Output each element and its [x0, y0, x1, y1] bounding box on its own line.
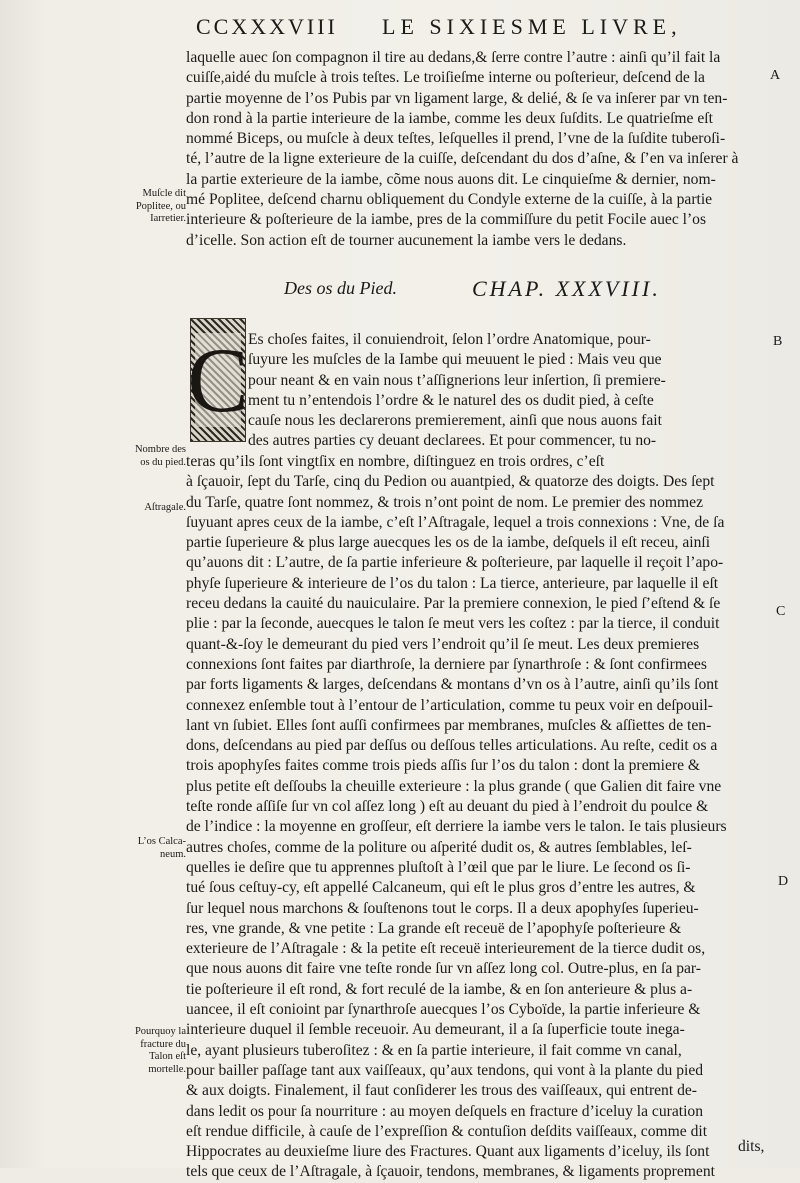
text-line: interieure duquel il ſemble receuoir. Au demeurant, il a ſa ſuperficie toute inega- — [186, 1021, 685, 1039]
text-line: lant vn ſubiet. Elles ſont auſſi confirmees par membranes, muſcles & aſſiettes de ten- — [186, 716, 712, 734]
text-line: interieure & poſterieure de la iambe, pres de la commiſſure du petit Focile auec l’os — [186, 211, 707, 229]
text-line: trois apophyſes faites comme trois pieds aſſis ſur l’os du talon : dont la premiere & — [186, 757, 701, 775]
text-line: res, vne grande, & vne petite : La grande eſt receuë de l’apophyſe poſterieure & — [186, 919, 682, 937]
text-line: le, ayant plusieurs tuberoſitez : & en ſa partie interieure, il fait comme vn canal, — [186, 1041, 682, 1059]
text-line: ſuyuant apres ceux de la iambe, c’eſt l’Aſtragale, lequel a trois connexions : Vne, de ſa — [186, 513, 725, 531]
text-line: tué ſous ceſtuy-cy, eſt appellé Calcaneum, qui eſt le plus gros d’entre les autres, & — [186, 879, 696, 897]
text-line: exterieure de l’Aſtragale : & la petite eſt receuë interieurement de la tierce dudit os, — [186, 940, 706, 958]
margin-note-astragale — [112, 502, 186, 515]
initial-letter: C — [187, 329, 249, 431]
text-line: partie moyenne de l’os Pubis par vn ligament large, & delié, & ſe va inſerer par vn ten- — [186, 89, 728, 107]
text-line: cuiſſe,aidé du muſcle à trois teſtes. Le troiſieſme interne ou poſterieur, deſcend de la — [186, 69, 705, 87]
text-line: connexez enſemble tout à l’entour de l’articulation, comme tu peux voir en deſpouil- — [186, 696, 713, 714]
text-line: qu’auons dit : L’autre, de ſa partie inferieure & poſterieure, par laquelle il reçoit l’apo- — [186, 554, 724, 572]
text-line: Hippocrates au deuxieſme liure des Fractures. Quant aux ligaments d’iceluy, ils ſont — [186, 1143, 710, 1161]
book-title: LE SIXIESME LIVRE, — [382, 14, 682, 39]
text-line: par forts ligaments & larges, deſcendans & montans d’vn os à l’autre, ainſi qu’ils ſont — [186, 676, 719, 694]
text-line: dons, deſcendans au pied par deſſus ou deſſous telles articulations. Au reſte, cedit os a — [186, 737, 718, 755]
text-line: teſte ronde aſſiſe ſur vn col aſſez long ) eſt au deuant du pied à l’endroit du poulce & — [186, 798, 709, 816]
paragraph-intro — [248, 330, 778, 452]
text-line: uancee, il eſt conioint par ſynarthroſe auecques l’os Cyboïde, la partie inferieure & — [186, 1001, 701, 1019]
text-line: phyſe ſuperieure & interieure de l’os du talon : La tierce, anterieure, par laquelle il eſt — [186, 574, 719, 592]
margin-note-line: Aſtragale. — [144, 502, 186, 513]
paragraph-foot-bones — [186, 452, 778, 1183]
text-line: quant-&-ſoy le demeurant du pied vers l’endroit qu’il ſe meut. Les deux premieres — [186, 635, 700, 653]
margin-note-fracture — [112, 1026, 186, 1076]
text-line: ſuyure les muſcles de la Iambe qui meuuent le pied : Mais veu que — [248, 351, 662, 369]
text-line: & aux doigts. Finalement, il faut conſiderer les trous des vaiſſeaux, qui entrent de- — [186, 1082, 697, 1100]
margin-note-line: mortelle. — [148, 1063, 186, 1075]
text-line: pour neant & en vain nous t’aſſignerions leur inſertion, ſi premiere- — [248, 371, 666, 389]
text-line: eſt rendue difficile, à cauſe de l’expreſſion & contuſion deſdits vaiſſeaux, comme dit — [186, 1122, 708, 1140]
margin-note-line: Talon eſt — [149, 1051, 186, 1062]
text-line: plie : par la ſeconde, auecques le talon ſe meut vers les coſtez : par la tierce, il conduit — [186, 615, 720, 633]
margin-note-nombre — [112, 444, 186, 469]
text-line: plus petite eſt deſſoubs la cheuille exterieure : la plus grande ( que Galien dit faire vne — [186, 777, 722, 795]
text-line: don rond à la partie interieure de la iambe, comme les deux ſuſdits. Le quatrieſme eſt — [186, 109, 713, 127]
text-line: cauſe nous les declarerons premierement, ainſi que nous auons fait — [248, 412, 662, 430]
text-line: de l’indice : la moyenne en groſſeur, eſt derriere la iambe vers le talon. Ie tais plusieurs — [186, 818, 727, 836]
text-line: du Tarſe, quatre ſont nommez, & trois n’ont point de nom. Le premier des nommez — [186, 493, 703, 511]
text-line: receu dedans la cauité du nauiculaire. Par la premiere connexion, le pied ſ’eſtend & ſe — [186, 595, 721, 613]
margin-note-calcaneum — [112, 836, 186, 861]
text-line: que nous auons dit faire vne teſte ronde ſur vn aſſez long col. Outre-plus, en ſa par- — [186, 960, 701, 978]
margin-note-line: Muſcle dit — [142, 188, 186, 199]
text-line: ment tu n’entendois l’ordre & le naturel des os dudit pied, à ceſte — [248, 391, 654, 409]
chapter-heading — [186, 276, 746, 306]
margin-note-line: Iarretier. — [150, 213, 186, 224]
margin-letter-c: C — [776, 604, 786, 619]
margin-note-poplitee — [112, 188, 186, 226]
margin-note-line: fracture du — [140, 1038, 186, 1050]
text-line: à ſçauoir, ſept du Tarſe, cinq du Pedion ou auantpied, & quatorze des doigts. Des ſept — [186, 473, 715, 491]
chapter-number: CHAP. XXXVIII. — [472, 276, 661, 301]
text-line: partie ſuperieure & plus large auecques les os de la iambe, deſquels il eſt receu, ainſi — [186, 534, 711, 552]
text-line: d’icelle. Son action eſt de tourner aucunement la iambe vers le dedans. — [186, 231, 627, 249]
text-line: autres choſes, comme de la politure ou aſperité dudit os, & autres ſemblables, leſ- — [186, 838, 692, 856]
text-line: connexions ſont faites par diarthroſe, la derniere par ſynarthroſe : & ſont confirmees — [186, 655, 707, 673]
margin-letter-d: D — [778, 874, 789, 889]
text-line: tie poſterieure il eſt rond, & fort reculé de la iambe, & en ſon anterieure & plus a- — [186, 980, 693, 998]
text-line: quelles ie deſire que tu apprennes pluſtoſt à l’œil que par le liure. Le ſecond os ſi- — [186, 858, 691, 876]
margin-note-line: os du pied. — [140, 456, 186, 468]
margin-note-line: L’os Calca- — [137, 836, 186, 847]
margin-note-line: Nombre des — [134, 444, 186, 455]
text-line: mé Poplitee, deſcend charnu obliquement du Condyle externe de la cuiſſe, à la partie — [186, 191, 713, 209]
paragraph-muscles — [186, 48, 781, 251]
text-line: la partie exterieure de la iambe, cõme nous auons dit. Le cinquieſme & dernier, nom- — [186, 170, 716, 188]
text-line: laquelle auec ſon compagnon il tire au dedans,& ſerre contre l’autre : ainſi qu’il fait la — [186, 49, 721, 66]
chapter-subtitle: Des os du Pied. — [284, 278, 397, 298]
text-line: ſur lequel nous marchons & ſouſtenons tout le corps. Il a deux apophyſes ſuperieu- — [186, 899, 699, 917]
text-line: Es choſes faites, il conuiendroit, ſelon l’ordre Anatomique, pour- — [248, 331, 651, 348]
text-line: té, l’autre de la ligne exterieure de la cuiſſe, deſcendant du dos d’aſne, & ſ’en va inſerer à — [186, 150, 739, 168]
margin-note-line: neum. — [160, 848, 186, 860]
margin-letter-a: A — [770, 68, 781, 83]
text-line: teras qu’ils ſont vingtſix en nombre, diſtinguez en trois ordres, c’eſt — [186, 453, 605, 470]
margin-note-line: Pourquoy la — [134, 1026, 186, 1037]
text-line: pour bailler paſſage tant aux vaiſſeaux, qu’aux tendons, qui vont à la plante du pied — [186, 1061, 704, 1079]
text-line: dans ledit os pour ſa nourriture : au moyen deſquels en fracture d’iceluy la curation — [186, 1102, 704, 1120]
text-line: tels que ceux de l’Aſtragale, à ſçauoir, tendons, membranes, & ligaments proprement — [186, 1163, 715, 1181]
margin-note-line: Poplitee, ou — [135, 200, 186, 212]
text-line: nommé Biceps, ou muſcle à deux teſtes, leſquelles il prend, l’vne de la ſuſdite tuberoſi- — [186, 130, 726, 148]
folio-number: CCXXXVIII — [196, 14, 338, 39]
margin-letter-b: B — [773, 334, 783, 349]
running-head — [196, 8, 756, 44]
text-line: des autres parties cy deuant declarees. Et pour commencer, tu no- — [248, 432, 657, 450]
decorated-initial — [187, 318, 249, 442]
catchword: dits, — [738, 1138, 765, 1155]
